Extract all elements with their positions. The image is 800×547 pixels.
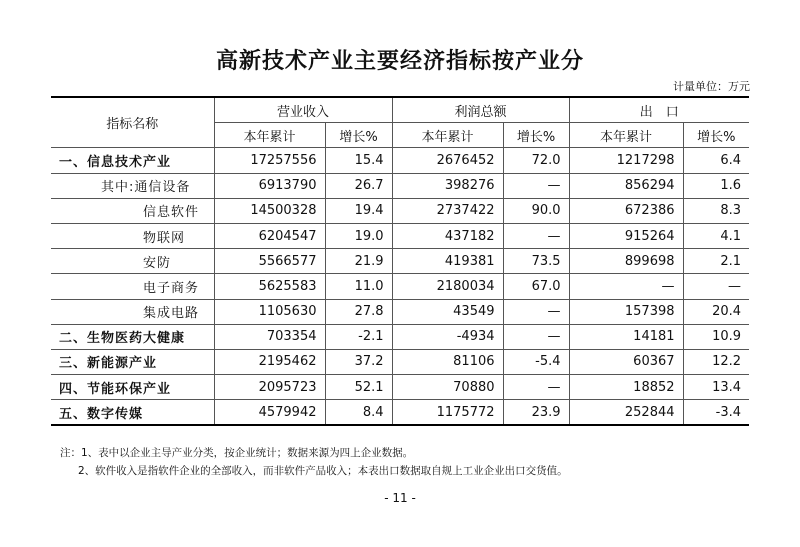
row-indicator-name: 四、节能环保产业 — [51, 375, 214, 400]
table-row — [51, 375, 749, 400]
cell-export-growth: 4.1 — [683, 223, 749, 248]
table-row — [51, 299, 749, 324]
footnote-2: 2、软件收入是指软件企业的全部收入，而非软件产品收入；本表出口数据取自规上工业企业出口交货值。 — [78, 465, 568, 477]
cell-profit-growth: 90.0 — [503, 198, 569, 223]
cell-export-growth: 13.4 — [683, 375, 749, 400]
cell-export-cumulative: 856294 — [569, 173, 683, 198]
row-indicator-name: 信息软件 — [51, 198, 214, 223]
cell-revenue-growth: 26.7 — [325, 173, 392, 198]
cell-export-cumulative: 672386 — [569, 198, 683, 223]
row-indicator-name: 其中:通信设备 — [51, 173, 214, 198]
cell-export-growth: 2.1 — [683, 249, 749, 274]
table-row — [51, 223, 749, 248]
header-profit-growth: 增长% — [503, 123, 569, 148]
row-indicator-name: 物联网 — [51, 223, 214, 248]
cell-export-cumulative: 157398 — [569, 299, 683, 324]
row-indicator-name: 五、数字传媒 — [51, 400, 214, 426]
cell-revenue-cumulative: 6204547 — [214, 223, 325, 248]
cell-revenue-growth: 37.2 — [325, 349, 392, 374]
cell-export-growth: 6.4 — [683, 148, 749, 173]
cell-export-growth: 10.9 — [683, 324, 749, 349]
cell-revenue-growth: 27.8 — [325, 299, 392, 324]
cell-export-cumulative: 899698 — [569, 249, 683, 274]
cell-profit-cumulative: 81106 — [392, 349, 503, 374]
cell-profit-cumulative: 70880 — [392, 375, 503, 400]
table-row — [51, 274, 749, 299]
cell-export-cumulative: 252844 — [569, 400, 683, 426]
page-number: - 11 - — [384, 491, 416, 505]
cell-profit-growth: — — [503, 375, 569, 400]
cell-export-growth: -3.4 — [683, 400, 749, 426]
header-export-growth: 增长% — [683, 123, 749, 148]
cell-profit-cumulative: 1175772 — [392, 400, 503, 426]
header-profit-cumulative: 本年累计 — [392, 123, 503, 148]
cell-revenue-growth: -2.1 — [325, 324, 392, 349]
header-revenue-cumulative: 本年累计 — [214, 123, 325, 148]
cell-revenue-cumulative: 6913790 — [214, 173, 325, 198]
cell-profit-growth: 73.5 — [503, 249, 569, 274]
row-indicator-name: 集成电路 — [51, 299, 214, 324]
header-export-cumulative: 本年累计 — [569, 123, 683, 148]
cell-profit-growth: 23.9 — [503, 400, 569, 426]
table-body — [51, 148, 749, 426]
header-row-groups — [51, 97, 749, 123]
cell-revenue-growth: 19.0 — [325, 223, 392, 248]
table-row — [51, 198, 749, 223]
cell-profit-growth: 67.0 — [503, 274, 569, 299]
cell-revenue-growth: 21.9 — [325, 249, 392, 274]
cell-revenue-cumulative: 5625583 — [214, 274, 325, 299]
footnotes — [60, 444, 568, 480]
cell-profit-growth: 72.0 — [503, 148, 569, 173]
cell-profit-cumulative: 437182 — [392, 223, 503, 248]
cell-profit-growth: — — [503, 173, 569, 198]
cell-export-cumulative: 915264 — [569, 223, 683, 248]
cell-revenue-growth: 8.4 — [325, 400, 392, 426]
cell-profit-growth: — — [503, 223, 569, 248]
cell-revenue-cumulative: 4579942 — [214, 400, 325, 426]
cell-revenue-growth: 19.4 — [325, 198, 392, 223]
footnote-1: 注：1、表中以企业主导产业分类，按企业统计；数据来源为四上企业数据。 — [60, 447, 414, 459]
header-export: 出 口 — [569, 97, 749, 123]
cell-export-cumulative: 60367 — [569, 349, 683, 374]
cell-profit-growth: — — [503, 324, 569, 349]
unit-label: 计量单位：万元 — [673, 80, 750, 93]
table-row — [51, 148, 749, 173]
cell-profit-cumulative: 2737422 — [392, 198, 503, 223]
table-row — [51, 349, 749, 374]
cell-revenue-growth: 11.0 — [325, 274, 392, 299]
header-revenue-growth: 增长% — [325, 123, 392, 148]
table-row — [51, 324, 749, 349]
cell-profit-cumulative: 2676452 — [392, 148, 503, 173]
cell-export-cumulative: 18852 — [569, 375, 683, 400]
cell-export-growth: — — [683, 274, 749, 299]
header-indicator-name: 指标名称 — [51, 97, 214, 148]
cell-export-cumulative: 1217298 — [569, 148, 683, 173]
cell-profit-cumulative: 398276 — [392, 173, 503, 198]
row-indicator-name: 电子商务 — [51, 274, 214, 299]
cell-export-growth: 12.2 — [683, 349, 749, 374]
page-title: 高新技术产业主要经济指标按产业分 — [215, 49, 584, 74]
header-profit: 利润总额 — [392, 97, 569, 123]
cell-revenue-cumulative: 14500328 — [214, 198, 325, 223]
cell-revenue-cumulative: 5566577 — [214, 249, 325, 274]
cell-revenue-growth: 52.1 — [325, 375, 392, 400]
row-indicator-name: 安防 — [51, 249, 214, 274]
table-row — [51, 173, 749, 198]
cell-revenue-cumulative: 1105630 — [214, 299, 325, 324]
cell-export-cumulative: 14181 — [569, 324, 683, 349]
cell-export-growth: 1.6 — [683, 173, 749, 198]
cell-profit-cumulative: -4934 — [392, 324, 503, 349]
cell-profit-growth: -5.4 — [503, 349, 569, 374]
header-revenue: 营业收入 — [214, 97, 392, 123]
row-indicator-name: 三、新能源产业 — [51, 349, 214, 374]
cell-revenue-growth: 15.4 — [325, 148, 392, 173]
row-indicator-name: 二、生物医药大健康 — [51, 324, 214, 349]
cell-revenue-cumulative: 2095723 — [214, 375, 325, 400]
cell-profit-cumulative: 2180034 — [392, 274, 503, 299]
cell-export-cumulative: — — [569, 274, 683, 299]
table-row — [51, 400, 749, 426]
cell-profit-cumulative: 419381 — [392, 249, 503, 274]
cell-export-growth: 8.3 — [683, 198, 749, 223]
row-indicator-name: 一、信息技术产业 — [51, 148, 214, 173]
cell-profit-cumulative: 43549 — [392, 299, 503, 324]
cell-revenue-cumulative: 17257556 — [214, 148, 325, 173]
cell-revenue-cumulative: 703354 — [214, 324, 325, 349]
cell-profit-growth: — — [503, 299, 569, 324]
cell-revenue-cumulative: 2195462 — [214, 349, 325, 374]
table-row — [51, 249, 749, 274]
indicator-table — [51, 96, 749, 426]
cell-export-growth: 20.4 — [683, 299, 749, 324]
